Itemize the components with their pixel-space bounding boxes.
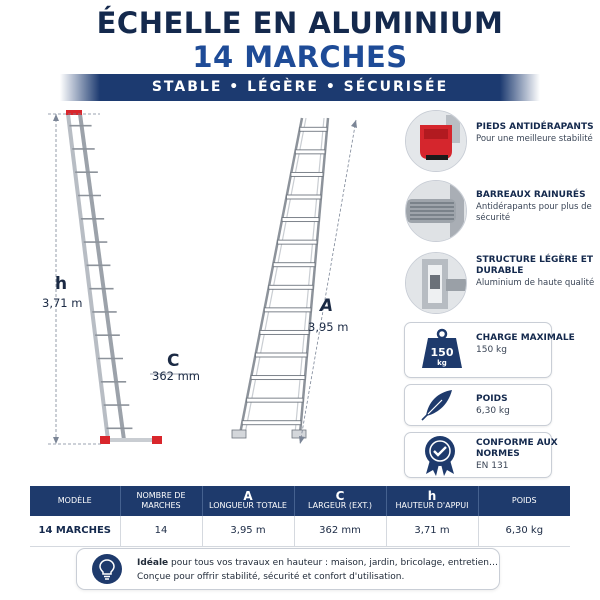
spec-title-weight: POIDS bbox=[476, 394, 508, 404]
feature-desc-feet: Pour une meilleure stabilité bbox=[476, 134, 593, 144]
feature-title-rungs: BARREAUX RAINURÉS bbox=[476, 190, 586, 200]
certified-badge-icon bbox=[420, 434, 460, 476]
usage-info-box bbox=[76, 548, 500, 590]
feature-desc-structure: Aluminium de haute qualité bbox=[476, 278, 595, 288]
banner-fade-left bbox=[60, 74, 100, 101]
height-value: 3,71 m bbox=[42, 296, 83, 310]
info-line-1-rest: pour tous vos travaux en hauteur : maison, jardin, bricolage, entretien… bbox=[168, 558, 498, 568]
front-foot-right bbox=[292, 430, 306, 438]
front-rung bbox=[242, 421, 301, 425]
spec-title-standard: CONFORME AUX NORMES bbox=[476, 438, 558, 459]
front-rung bbox=[295, 150, 325, 154]
foot-right bbox=[152, 436, 162, 444]
th-weight: POIDS bbox=[478, 486, 570, 516]
weight-icon bbox=[420, 328, 464, 372]
front-rung bbox=[291, 172, 323, 176]
lightbulb-icon bbox=[91, 553, 123, 585]
front-rung bbox=[300, 127, 327, 131]
cell-weight: 6,30 kg bbox=[478, 516, 570, 546]
info-line-1-bold: Idéale bbox=[137, 558, 169, 568]
weight-icon-value: 150 bbox=[430, 346, 454, 359]
height-letter: h bbox=[55, 274, 68, 294]
table-row bbox=[30, 516, 570, 546]
table-header-row bbox=[30, 486, 570, 516]
th-steps: NOMBRE DE MARCHES bbox=[120, 486, 202, 516]
length-letter: A bbox=[320, 296, 334, 316]
feature-title-feet: PIEDS ANTIDÉRAPANTS bbox=[476, 122, 594, 132]
feather-icon bbox=[420, 388, 456, 422]
cell-length: 3,95 m bbox=[202, 516, 294, 546]
th-model: MODÈLE bbox=[30, 486, 120, 516]
weight-icon-unit: kg bbox=[437, 359, 447, 367]
page-title: ÉCHELLE EN ALUMINIUM bbox=[96, 6, 504, 40]
front-rung bbox=[269, 285, 313, 289]
banner-fade-right bbox=[500, 74, 540, 101]
th-width: C LARGEUR (EXT.) bbox=[294, 486, 386, 516]
page-subtitle: 14 MARCHES bbox=[192, 40, 408, 74]
front-rung bbox=[247, 398, 303, 402]
grooved-rung-photo bbox=[405, 180, 467, 242]
foot-left bbox=[100, 436, 110, 444]
front-foot-left bbox=[232, 430, 246, 438]
front-ladder bbox=[232, 118, 328, 438]
rubber-foot-photo bbox=[405, 110, 467, 172]
spec-value-load: 150 kg bbox=[476, 345, 507, 355]
feature-title-structure: STRUCTURE LÉGÈRE ET DURABLE bbox=[476, 255, 594, 276]
cell-width: 362 mm bbox=[294, 516, 386, 546]
info-line-2: Conçue pour offrir stabilité, sécurité et confort d'utilisation. bbox=[137, 572, 405, 582]
length-value: 3,95 m bbox=[308, 320, 349, 334]
width-letter: C bbox=[167, 351, 180, 371]
rail-profile-photo bbox=[405, 252, 467, 314]
cell-model: 14 MARCHES bbox=[30, 516, 120, 546]
front-rung bbox=[273, 263, 315, 267]
front-rung bbox=[256, 353, 308, 357]
th-length: A LONGUEUR TOTALE bbox=[202, 486, 294, 516]
spec-value-weight: 6,30 kg bbox=[476, 406, 510, 416]
th-height: h HAUTEUR D'APPUI bbox=[386, 486, 478, 516]
front-rung bbox=[251, 376, 305, 380]
base-bar bbox=[102, 438, 160, 442]
specs-table bbox=[30, 486, 570, 547]
front-right-rail bbox=[300, 118, 328, 434]
cell-steps: 14 bbox=[120, 516, 202, 546]
front-rung bbox=[264, 308, 311, 312]
info-line-1 bbox=[137, 558, 498, 568]
tagline-banner: STABLE • LÉGÈRE • SÉCURISÉE bbox=[100, 74, 500, 101]
spec-value-standard: EN 131 bbox=[476, 461, 509, 471]
front-rung bbox=[260, 330, 309, 334]
width-value: 362 mm bbox=[152, 369, 201, 383]
front-rung bbox=[287, 195, 322, 199]
front-left-rail bbox=[240, 118, 302, 434]
front-rung bbox=[282, 218, 319, 222]
spec-title-load: CHARGE MAXIMALE bbox=[476, 333, 575, 343]
cell-height: 3,71 m bbox=[386, 516, 478, 546]
feature-desc-rungs: Antidérapants pour plus de sécurité bbox=[476, 202, 592, 223]
leaning-ladder bbox=[66, 110, 162, 444]
front-rung bbox=[278, 240, 317, 244]
